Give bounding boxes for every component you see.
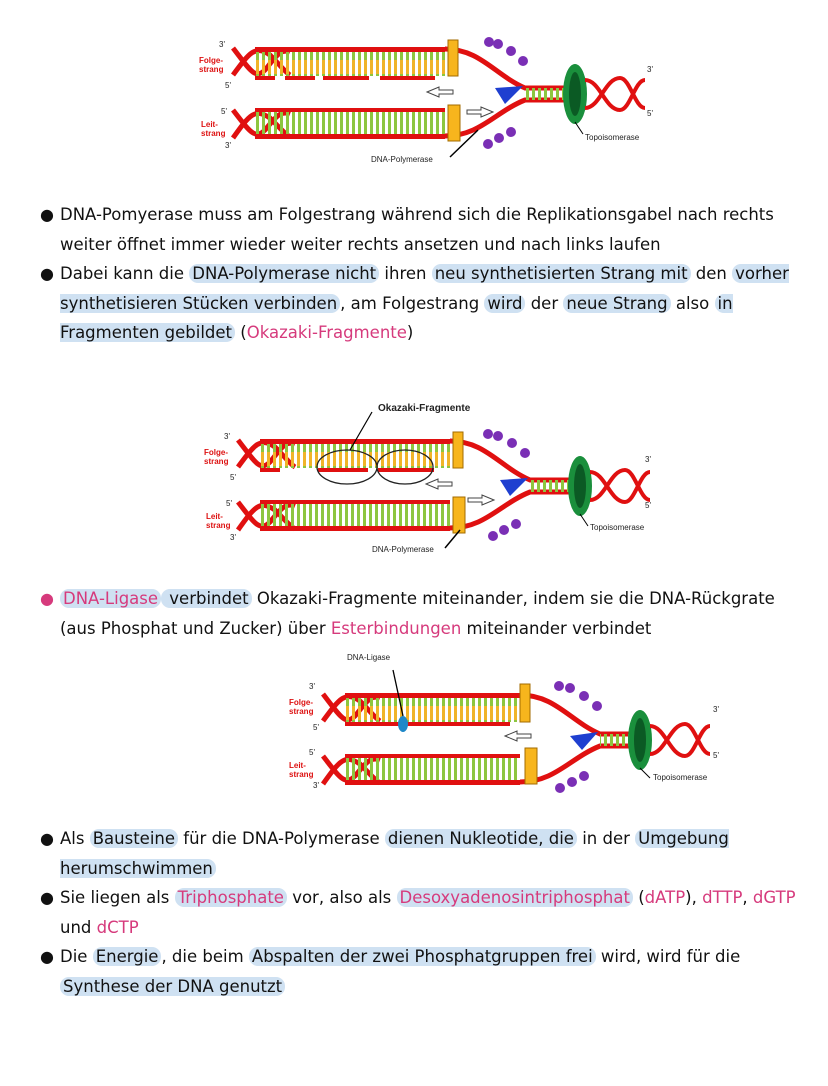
nucleotide — [484, 37, 494, 47]
list-item: ● Die Energie , die beim Abspalten der zwei Phosphatgruppen frei wird, wird für die Synthese der DNA genutzt — [40, 947, 741, 996]
svg-text:3': 3' — [309, 682, 315, 691]
arrow-right-icon — [467, 107, 493, 117]
polymerase-lagging — [448, 40, 458, 76]
svg-text:5': 5' — [226, 499, 232, 508]
list-item: ● DNA-Ligase verbindet Okazaki-Fragmente miteinander, indem sie die DNA-Rückgrate (aus Phosphat und Zucker) über Esterbindungen miteinander verbindet — [40, 589, 775, 638]
svg-text:3': 3' — [225, 141, 231, 150]
svg-text:5': 5' — [713, 751, 719, 760]
svg-text:Topoisomerase: Topoisomerase — [590, 523, 645, 532]
svg-text:5': 5' — [313, 723, 319, 732]
arrow-left-icon — [427, 87, 453, 97]
svg-text:strang: strang — [289, 770, 314, 779]
list-item: ● Als Bausteine für die DNA-Polymerase dienen Nukleotide, die in der Umgebung herumschwimmen — [40, 829, 729, 878]
list-item: ● Sie liegen als Triphosphate vor, also als Desoxyadenosintriphosphat (dATP), dTTP, dGTP und dCTP — [40, 888, 796, 937]
svg-text:strang: strang — [206, 521, 231, 530]
svg-text:strang: strang — [199, 65, 224, 74]
svg-text:Leit-: Leit- — [201, 120, 218, 129]
svg-text:Folge-: Folge- — [204, 448, 228, 457]
svg-text:strang: strang — [289, 707, 314, 716]
svg-text:5': 5' — [309, 748, 315, 757]
svg-text:Topoisomerase: Topoisomerase — [653, 773, 708, 782]
lagging-bases — [255, 52, 445, 76]
ligase-icon — [398, 716, 408, 732]
svg-text:Leit-: Leit- — [206, 512, 223, 521]
notes-section-2 — [40, 584, 800, 643]
lagging-backbone-template — [255, 47, 445, 52]
list-item: ● Dabei kann die DNA-Polymerase nicht ihren neu synthetisierten Strang mit den vorher synthetisieren Stücken verbinden , am Folgestrang wird der neue Strang also in Fragmenten gebildet (Okazaki-Fragmente) — [40, 264, 789, 342]
svg-text:3': 3' — [224, 432, 230, 441]
replication-fork-diagram-1 — [195, 30, 665, 170]
svg-text:strang: strang — [204, 457, 229, 466]
topoisomerase-label: Topoisomerase — [585, 133, 640, 142]
polymerase-label: DNA-Polymerase — [371, 155, 433, 164]
svg-text:3': 3' — [645, 455, 651, 464]
leading-bases — [255, 112, 445, 134]
notes-section-1 — [40, 200, 800, 348]
okazaki-label: Okazaki-Fragmente — [378, 403, 471, 414]
replication-fork-diagram-2 — [200, 400, 670, 560]
svg-text:Leit-: Leit- — [289, 761, 306, 770]
svg-text:5': 5' — [225, 81, 231, 90]
svg-text:3': 3' — [230, 533, 236, 542]
svg-text:DNA-Polymerase: DNA-Polymerase — [372, 545, 434, 554]
replication-fork-diagram-3 — [285, 648, 745, 798]
svg-text:Folge-: Folge- — [199, 56, 223, 65]
polymerase-leading — [448, 105, 460, 141]
svg-text:3': 3' — [313, 781, 319, 790]
svg-text:5': 5' — [221, 107, 227, 116]
notes-section-3 — [40, 824, 800, 1001]
svg-text:3': 3' — [713, 705, 719, 714]
svg-text:5': 5' — [230, 473, 236, 482]
svg-text:3': 3' — [219, 40, 225, 49]
list-item: ● DNA-Pomyerase muss am Folgestrang während sich die Replikationsgabel nach rechts weiter öffnet immer wieder weiter rechts ansetzen und nach links laufen — [40, 205, 774, 254]
svg-text:5': 5' — [645, 501, 651, 510]
svg-text:5': 5' — [647, 109, 653, 118]
svg-text:Folge-: Folge- — [289, 698, 313, 707]
svg-text:3': 3' — [647, 65, 653, 74]
svg-text:strang: strang — [201, 129, 226, 138]
ligase-label: DNA-Ligase — [347, 653, 391, 662]
